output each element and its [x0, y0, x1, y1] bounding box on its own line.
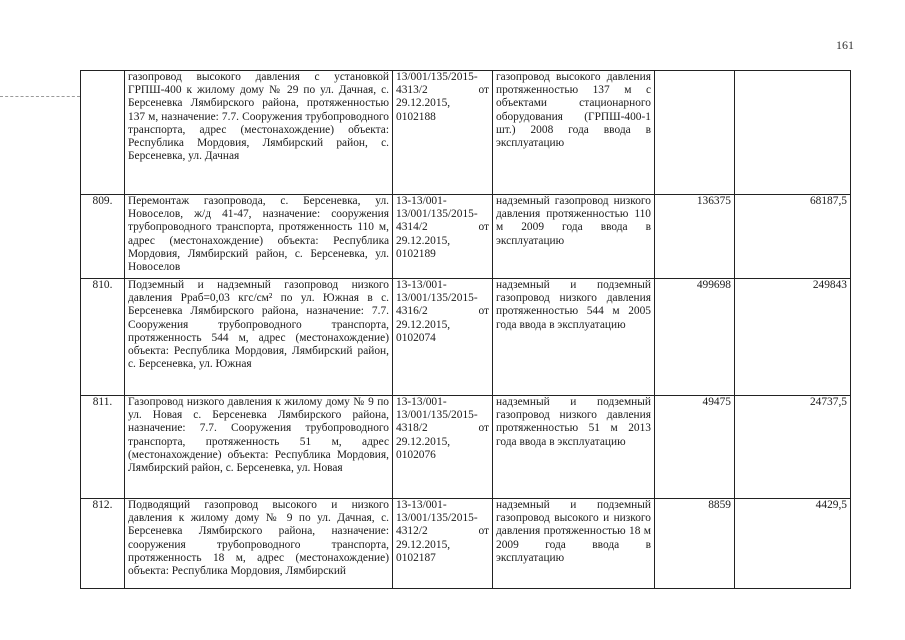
object-characteristics: надземный и подземный газопровод низкого давления протяженностью 51 м 2013 года ввода в эксплуатацию: [493, 396, 655, 499]
registration-record: 13-13/001-13/001/135/2015-4316/2 от 29.12.2015, 0102074: [393, 279, 493, 396]
value-secondary: 4429,5: [735, 499, 851, 589]
table-row: [81, 195, 851, 279]
value-secondary: [735, 71, 851, 195]
value-primary: 49475: [655, 396, 735, 499]
object-description: газопровод высокого давления с установкой ГРПШ-400 к жилому дому № 29 по ул. Дачная, с. Берсеневка Лямбирского района, протяженностью 137 м, назначение: 7.7. Сооружения трубопроводного транспорта, адрес (местонахождение) объекта: Республика Мордовия, Лямбирский район, с. Берсеневка, ул. Дачная: [125, 71, 393, 195]
value-primary: 136375: [655, 195, 735, 279]
table-row: [81, 279, 851, 396]
object-description: Перемонтаж газопровода, с. Берсеневка, ул. Новоселов, ж/д 41-47, назначение: сооружения трубопроводного транспорта, протяженность 110 м, адрес (местонахождение) объекта: Республика Мордовия, Лямбирский район, с. Берсеневка, ул. Новоселов: [125, 195, 393, 279]
registration-record: 13-13/001-13/001/135/2015-4312/2 от 29.12.2015, 0102187: [393, 499, 493, 589]
row-number: 809.: [81, 195, 125, 279]
row-number: 810.: [81, 279, 125, 396]
object-characteristics: надземный и подземный газопровод высокого и низкого давления протяженностью 18 м 2009 года ввода в эксплуатацию: [493, 499, 655, 589]
row-number: [81, 71, 125, 195]
table-row: [81, 71, 851, 195]
value-primary: [655, 71, 735, 195]
table-row: [81, 396, 851, 499]
value-primary: 8859: [655, 499, 735, 589]
value-secondary: 249843: [735, 279, 851, 396]
object-characteristics: надземный и подземный газопровод низкого давления протяженностью 544 м 2005 года ввода в эксплуатацию: [493, 279, 655, 396]
row-number: 811.: [81, 396, 125, 499]
value-secondary: 24737,5: [735, 396, 851, 499]
object-characteristics: газопровод высокого давления протяженностью 137 м с объектами стационарного оборудования (ГРПШ-400-1 шт.) 2008 года ввода в эксплуатацию: [493, 71, 655, 195]
registration-record: 13/001/135/2015-4313/2 от 29.12.2015, 0102188: [393, 71, 493, 195]
object-description: Подводящий газопровод высокого и низкого давления к жилому дому № 9 по ул. Дачная, с. Берсеневка Лямбирского района, назначение: сооружения трубопроводного транспорта, протяженность 18 м, адрес (местонахождение) объекта: Республика Мордовия, Лямбирский: [125, 499, 393, 589]
scan-artifact-line: [0, 96, 80, 97]
registration-record: 13-13/001-13/001/135/2015-4314/2 от 29.12.2015, 0102189: [393, 195, 493, 279]
object-characteristics: надземный газопровод низкого давления протяженностью 110 м 2009 года ввода в эксплуатацию: [493, 195, 655, 279]
page-number: 161: [836, 38, 854, 52]
property-registry-table: [80, 70, 851, 589]
row-number: 812.: [81, 499, 125, 589]
table-row: [81, 499, 851, 589]
registration-record: 13-13/001-13/001/135/2015-4318/2 от 29.12.2015, 0102076: [393, 396, 493, 499]
object-description: Подземный и надземный газопровод низкого давления Рраб=0,03 кгс/см² по ул. Южная в с. Берсеневка Лямбирского района, назначение: 7.7. Сооружения трубопроводного транспорта, протяженность 544 м, адрес (местонахождение) объекта: Республика Мордовия, Лямбирский район, с. Берсеневка, ул. Южная: [125, 279, 393, 396]
value-primary: 499698: [655, 279, 735, 396]
value-secondary: 68187,5: [735, 195, 851, 279]
object-description: Газопровод низкого давления к жилому дому № 9 по ул. Новая с. Берсеневка Лямбирского района, назначение: 7.7. Сооружения трубопроводного транспорта, протяженность 51 м, адрес (местонахождение) объекта: Республика Мордовия, Лямбирский район, с. Берсеневка, ул. Новая: [125, 396, 393, 499]
